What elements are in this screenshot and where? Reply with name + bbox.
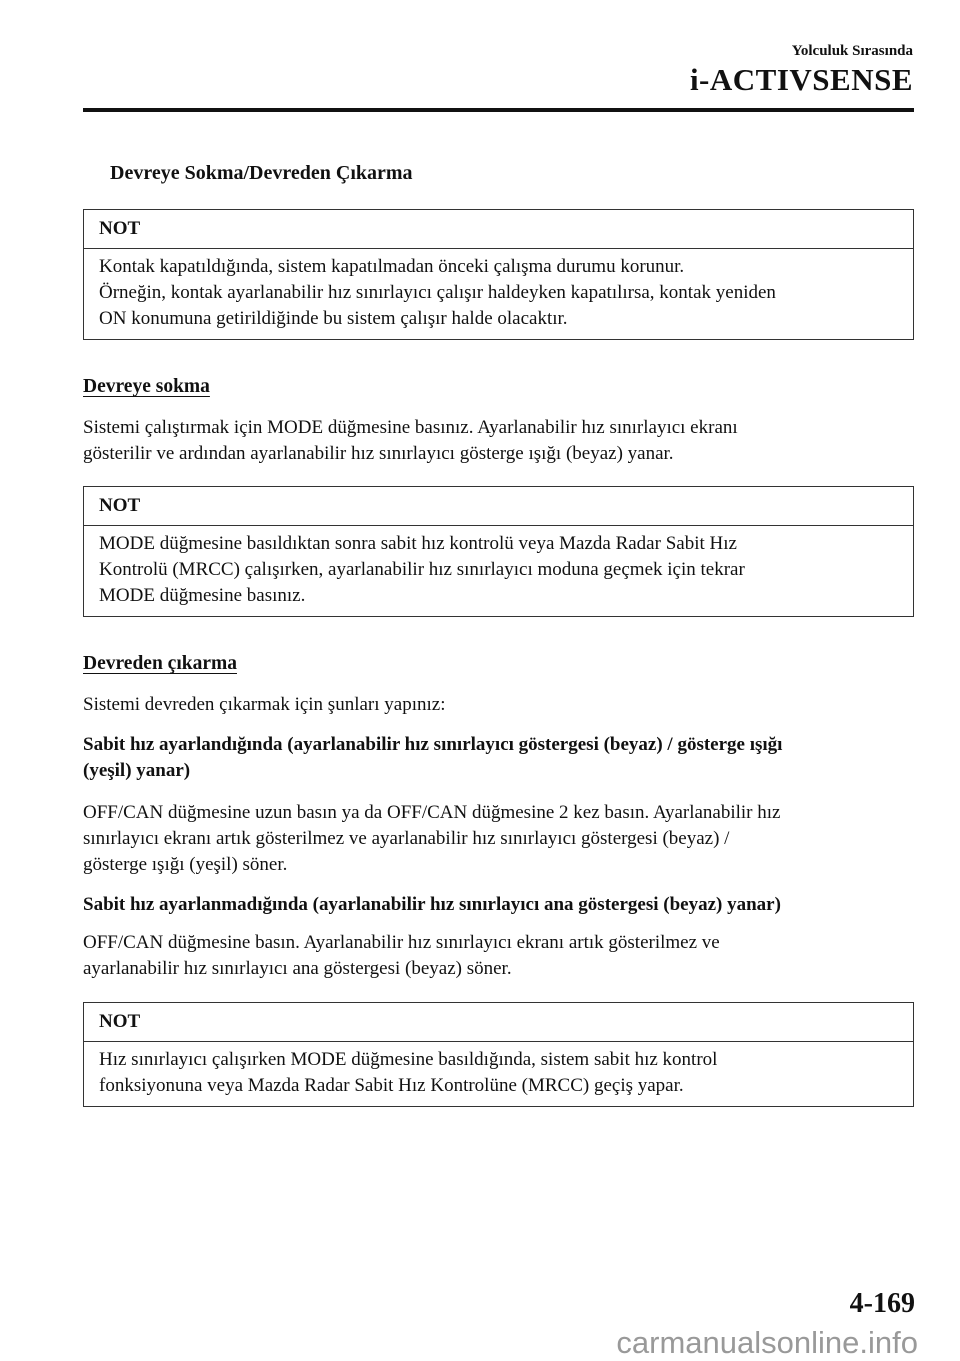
note-label: NOT [84, 1003, 913, 1042]
case1-text [83, 800, 918, 878]
page-number: 4-169 [849, 1288, 915, 1319]
text-line: Sistemi çalıştırmak için MODE düğmesine basınız. Ayarlanabilir hız sınırlayıcı ekranı [83, 417, 738, 438]
header-divider [83, 108, 914, 112]
page-title: Devreye Sokma/Devreden Çıkarma [110, 162, 413, 184]
note-box-2 [83, 486, 914, 617]
note-line: Hız sınırlayıcı çalışırken MODE düğmesine basıldığında, sistem sabit hız kontrol [99, 1049, 718, 1070]
enable-paragraph [83, 415, 918, 467]
note-line: MODE düğmesine basınız. [99, 585, 306, 606]
text-line: gösterge ışığı (yeşil) söner. [83, 854, 288, 875]
enable-heading: Devreye sokma [83, 376, 210, 397]
note-label: NOT [84, 487, 913, 526]
section-header: Yolculuk Sırasında [791, 43, 913, 59]
text-line: (yeşil) yanar) [83, 760, 191, 781]
text-line: Sabit hız ayarlandığında (ayarlanabilir hız sınırlayıcı göstergesi (beyaz) / gösterge ışığı [83, 734, 783, 755]
text-line: OFF/CAN düğmesine uzun basın ya da OFF/CAN düğmesine 2 kez basın. Ayarlanabilir hız [83, 802, 781, 823]
note-label: NOT [84, 210, 913, 249]
case2-title: Sabit hız ayarlanmadığında (ayarlanabilir hız sınırlayıcı ana göstergesi (beyaz) yanar) [83, 894, 781, 915]
chapter-title: i-ACTIVSENSE [689, 62, 913, 97]
note-line: ON konumuna getirildiğinde bu sistem çalışır halde olacaktır. [99, 308, 568, 329]
note-line: Örneğin, kontak ayarlanabilir hız sınırlayıcı çalışır haldeyken kapatılırsa, kontak yeniden [99, 282, 776, 303]
text-line: ayarlanabilir hız sınırlayıcı ana göstergesi (beyaz) söner. [83, 958, 512, 979]
disable-heading: Devreden çıkarma [83, 653, 237, 674]
text-line: gösterilir ve ardından ayarlanabilir hız sınırlayıcı gösterge ışığı (beyaz) yanar. [83, 443, 674, 464]
note-box-3 [83, 1002, 914, 1107]
case1-title [83, 732, 918, 784]
case2-text [83, 930, 918, 982]
note-line: MODE düğmesine basıldıktan sonra sabit hız kontrolü veya Mazda Radar Sabit Hız [99, 533, 737, 554]
text-line: OFF/CAN düğmesine basın. Ayarlanabilir hız sınırlayıcı ekranı artık gösterilmez ve [83, 932, 720, 953]
watermark: carmanualsonline.info [616, 1325, 918, 1360]
note-line: Kontak kapatıldığında, sistem kapatılmadan önceki çalışma durumu korunur. [99, 256, 685, 277]
text-line: sınırlayıcı ekranı artık gösterilmez ve ayarlanabilir hız sınırlayıcı göstergesi (beyaz) / [83, 828, 730, 849]
disable-intro: Sistemi devreden çıkarmak için şunları yapınız: [83, 694, 446, 715]
note-line: Kontrolü (MRCC) çalışırken, ayarlanabilir hız sınırlayıcı moduna geçmek için tekrar [99, 559, 745, 580]
note-line: fonksiyonuna veya Mazda Radar Sabit Hız Kontrolüne (MRCC) geçiş yapar. [99, 1075, 684, 1096]
note-box-1 [83, 209, 914, 340]
